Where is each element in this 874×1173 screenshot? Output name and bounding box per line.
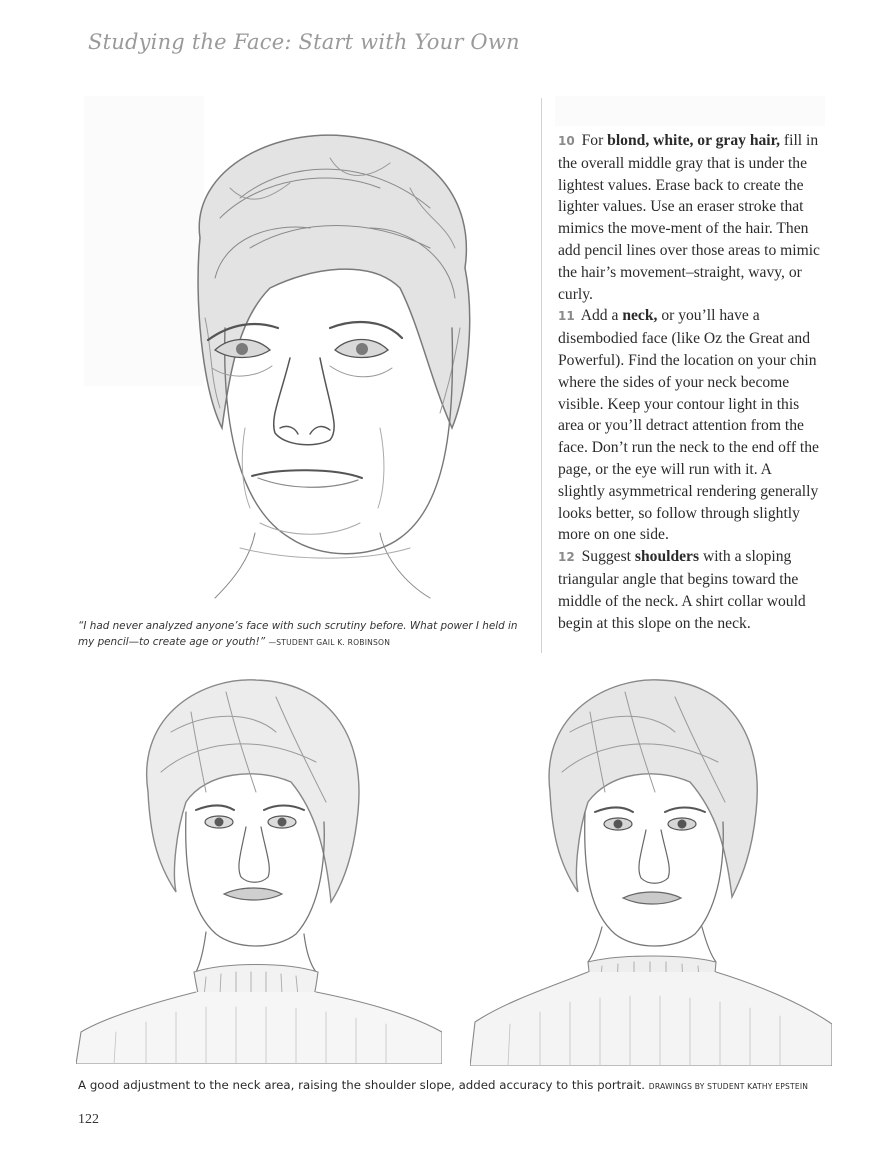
bottom-caption-credit: DRAWINGS BY STUDENT KATHY EPSTEIN (648, 1082, 809, 1091)
elderly-woman-portrait-drawing (130, 128, 530, 606)
step-number: 10 (558, 134, 575, 148)
step-text-rest: with a sloping triangular angle that begins toward the middle of the neck. A shirt collar would begin at this slope on the neck. (558, 548, 806, 632)
portrait-after-svg (470, 672, 832, 1066)
step-keyword: shoulders (634, 548, 700, 566)
step-number: 11 (558, 309, 575, 324)
top-drawing-caption (78, 618, 518, 651)
step-keyword: blond, white, or gray hair, (607, 132, 781, 149)
top-caption-quote: “I had never analyzed anyone’s face with such scrutiny before. What power I held in my pencil—to create age or youth!” (78, 620, 518, 648)
step-text-rest: fill in the overall middle gray that is under the lightest values. Erase back to create the lighter values. Use an eraser stroke that mimics the move-ment of the hair. Then add pencil lines over those areas to mimic the hair’s movement–straight, wavy, or curly. (558, 132, 820, 303)
step-11 (558, 305, 820, 546)
portrait-after-drawing (470, 672, 832, 1066)
step-12 (558, 546, 820, 634)
step-number: 12 (558, 550, 575, 565)
step-text-start: For (581, 132, 608, 149)
bottom-caption (78, 1078, 848, 1092)
step-text-rest: or you’ll have a disembodied face (like Oz the Great and Powerful). Find the location on your chin where the sides of your neck become visible. Keep your contour light in this area or you’ll detract attention from the face. Don’t run the neck to the end off the page, or the eye will run with it. A slightly asymmetrical rendering generally looks better, so follow through slightly more on one side. (558, 307, 819, 544)
step-keyword: neck, (622, 307, 658, 325)
page-number: 122 (78, 1112, 99, 1127)
top-caption-credit: —STUDENT GAIL K. ROBINSON (268, 638, 391, 647)
portrait-before-drawing (76, 672, 442, 1064)
elderly-woman-portrait-svg (130, 128, 530, 606)
step-10 (558, 130, 820, 305)
instruction-steps (558, 130, 820, 634)
column-divider (541, 98, 542, 653)
bleed-through-right (555, 96, 825, 126)
step-text-start: Add a (580, 307, 623, 325)
step-text-start: Suggest (581, 548, 635, 566)
bottom-caption-text: A good adjustment to the neck area, raising the shoulder slope, added accuracy to this portrait. (78, 1078, 646, 1092)
running-head: Studying the Face: Start with Your Own (88, 30, 520, 54)
portrait-before-svg (76, 672, 442, 1064)
